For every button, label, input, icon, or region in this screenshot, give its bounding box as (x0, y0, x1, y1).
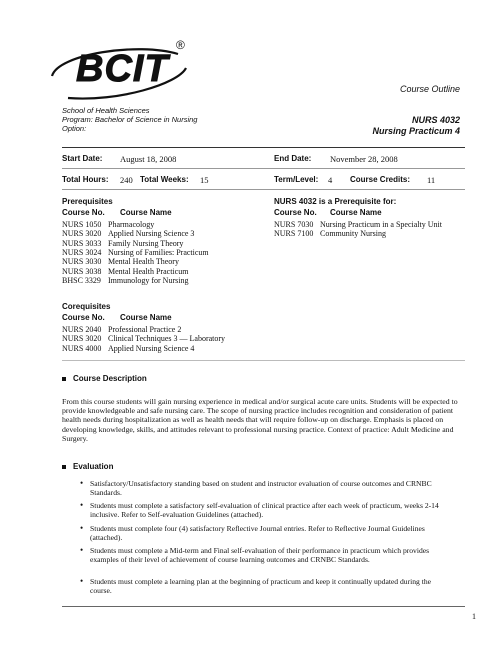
course-title: Nursing Practicum 4 (372, 126, 460, 136)
evaluation-item: • Students must complete four (4) satisfactory Reflective Journal entries. Refer to Reflective Journal Guidelines (attached). (90, 524, 445, 542)
course-row (62, 334, 225, 343)
prereq-for-title: NURS 4032 is a Prerequisite for: (274, 197, 397, 206)
credits-value: 11 (427, 175, 436, 185)
prereq-for-col-no: Course No. (274, 208, 317, 217)
course-name: Clinical Techniques 3 — Laboratory (108, 334, 226, 344)
course-heading (372, 115, 460, 137)
course-number: NURS 1050 (62, 220, 102, 229)
prereq-col-no: Course No. (62, 208, 105, 217)
start-date-label: Start Date: (62, 154, 103, 163)
prereq-col-name: Course Name (120, 208, 172, 217)
course-number: NURS 3033 (62, 238, 102, 248)
term-label: Term/Level: (274, 175, 319, 184)
registered-mark: ® (176, 38, 185, 52)
course-row (62, 257, 179, 266)
course-row (62, 344, 194, 353)
evaluation-item: • Students must complete a satisfactory self-evaluation of clinical practice after each week of practicum, weeks 2-14 inclusive. Refer to Self-evaluation Guidelines (attached). (90, 501, 445, 519)
course-row (62, 276, 188, 285)
total-hours-value: 240 (120, 175, 133, 185)
evaluation-item: • Satisfactory/Unsatisfactory standing based on student and instructor evaluation of course outcomes and CRNBC Standards. (90, 479, 445, 497)
course-name: Mental Health Theory (108, 257, 179, 267)
program-name: Program: Bachelor of Science in Nursing (62, 115, 198, 124)
course-row (62, 229, 194, 238)
course-row (62, 239, 183, 248)
section-bullet-icon (62, 465, 66, 469)
total-weeks-label: Total Weeks: (140, 175, 189, 184)
course-name: Applied Nursing Science 4 (108, 343, 195, 353)
start-date-value: August 18, 2008 (120, 154, 177, 164)
course-number: BHSC 3329 (62, 275, 101, 285)
course-code: NURS 4032 (411, 115, 460, 125)
section-bullet-icon (62, 377, 66, 381)
end-date-label: End Date: (274, 154, 312, 163)
course-row (274, 229, 386, 238)
course-name: Nursing of Families: Practicum (108, 247, 209, 257)
course-number: NURS 3020 (62, 334, 102, 344)
total-weeks-value: 15 (200, 175, 209, 185)
coreq-col-no: Course No. (62, 313, 105, 322)
prereq-for-col-name: Course Name (330, 208, 382, 217)
school-block (62, 106, 197, 133)
footer-divider (62, 606, 465, 607)
logo-text: BCIT (76, 48, 169, 90)
prerequisites-title: Prerequisites (62, 197, 113, 206)
course-row (274, 220, 442, 229)
course-name: Applied Nursing Science 3 (108, 229, 195, 239)
divider (62, 168, 465, 169)
course-number: NURS 7100 (274, 229, 314, 239)
course-name: Immunology for Nursing (108, 275, 189, 285)
course-row (62, 325, 181, 334)
credits-label: Course Credits: (350, 175, 411, 184)
course-description-title: Course Description (73, 374, 147, 383)
coreq-col-name: Course Name (120, 313, 172, 322)
course-number: NURS 3030 (62, 257, 102, 267)
course-number: NURS 2040 (62, 325, 102, 334)
total-hours-label: Total Hours: (62, 175, 109, 184)
course-row (62, 248, 209, 257)
school-name: School of Health Sciences (62, 106, 150, 115)
end-date-value: November 28, 2008 (330, 154, 398, 164)
course-row (62, 220, 154, 229)
course-name: Family Nursing Theory (108, 238, 184, 248)
course-description-text: From this course students will gain nursing experience in medical and/or surgical acute care units. Students will be expected to provide knowledgeable and safe nursing care. The scope of nursing practice includes recognition and consideration of patient health needs during hospitalization as well as health needs that will require follow-up on discharge. Emphasis is placed on developing knowledge, skills, and attitudes relevant to professional nursing practice. Context of practice: Adult Medicine and Surgery. (62, 397, 458, 443)
course-number: NURS 3024 (62, 247, 102, 257)
divider (62, 147, 465, 148)
course-name: Mental Health Practicum (108, 266, 189, 276)
course-row (62, 267, 188, 276)
evaluation-title: Evaluation (73, 462, 114, 471)
page-number: 1 (472, 612, 476, 621)
course-number: NURS 3038 (62, 266, 102, 276)
doc-type: Course Outline (399, 84, 460, 94)
course-name: Community Nursing (320, 229, 387, 239)
bcit-logo (48, 36, 198, 106)
corequisites-title: Corequisites (62, 302, 111, 311)
course-name: Pharmacology (108, 220, 155, 229)
divider (62, 360, 465, 361)
evaluation-item: • Students must complete a Mid-term and Final self-evaluation of their performance in practicum which provides examples of their level of achievement of course learning outcomes and CRNBC Standards. (90, 546, 445, 564)
term-value: 4 (328, 175, 333, 185)
evaluation-item: • Students must complete a learning plan at the beginning of practicum and keep it continually updated during the course. (90, 577, 445, 595)
course-number: NURS 3020 (62, 229, 102, 239)
divider (62, 189, 465, 190)
course-number: NURS 4000 (62, 343, 102, 353)
course-name: Nursing Practicum in a Specialty Unit (320, 220, 442, 229)
option-label: Option: (62, 124, 87, 133)
course-name: Professional Practice 2 (108, 325, 182, 334)
course-number: NURS 7030 (274, 220, 314, 229)
